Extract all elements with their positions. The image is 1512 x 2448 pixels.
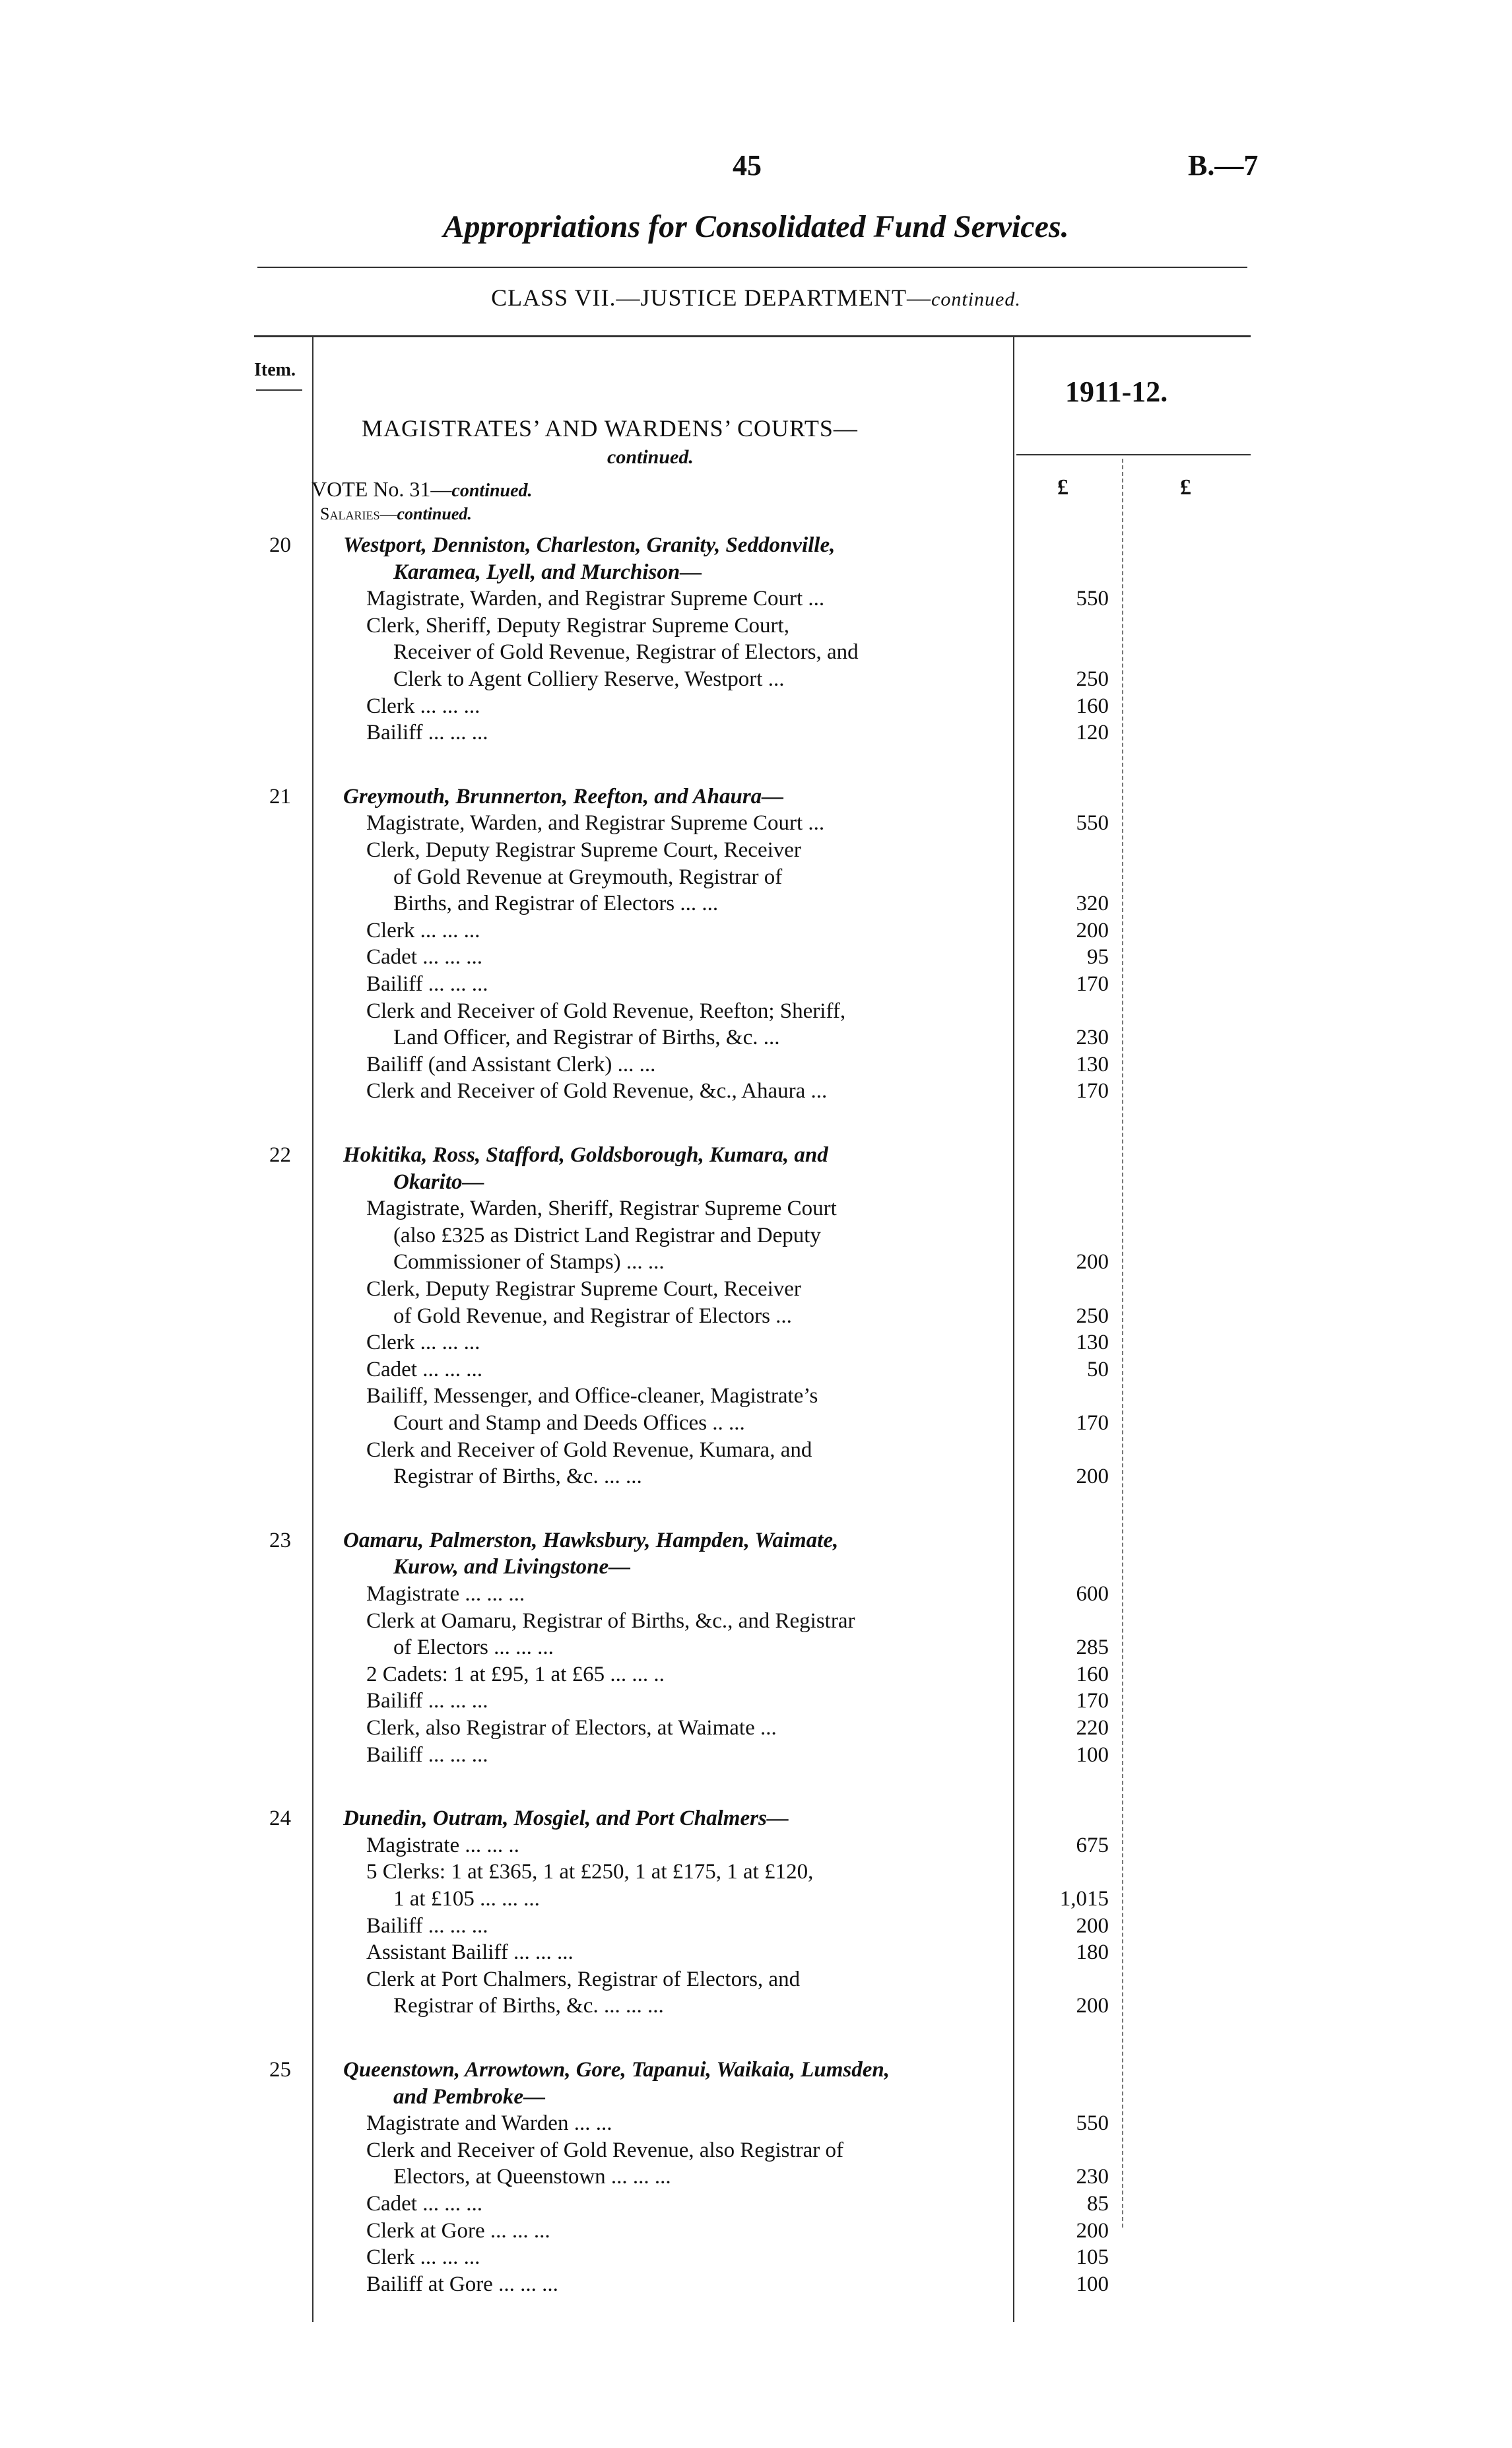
appropriation-line: 1 at £105 ... ... ... xyxy=(393,1887,540,1911)
appropriation-line: Court and Stamp and Deeds Offices .. ... xyxy=(393,1411,745,1435)
appropriation-line: Magistrate, Warden, Sheriff, Registrar Supreme Court xyxy=(366,1197,837,1221)
court-group-heading: Greymouth, Brunnerton, Reefton, and Ahaura— xyxy=(343,784,784,809)
court-group-heading: Okarito— xyxy=(393,1170,484,1194)
appropriation-line: Registrar of Births, &c. ... ... ... xyxy=(393,1994,664,2018)
section-heading: MAGISTRATES’ AND WARDENS’ COURTS— xyxy=(362,415,858,442)
amount-value: 100 xyxy=(1076,1742,1109,1767)
page-title: Appropriations for Consolidated Fund Services. xyxy=(443,209,1069,244)
amount-value: 230 xyxy=(1076,2165,1109,2189)
pound-sign-left: £ xyxy=(1057,475,1068,500)
appropriation-line: Clerk at Gore ... ... ... xyxy=(366,2218,550,2243)
appropriation-line: Cadet ... ... ... xyxy=(366,2192,482,2216)
appropriation-line: Cadet ... ... ... xyxy=(366,945,482,970)
amount-value: 130 xyxy=(1076,1052,1109,1076)
appropriation-line: Magistrate ... ... ... xyxy=(366,1582,525,1606)
appropriation-line: Clerk, Deputy Registrar Supreme Court, Receiver xyxy=(366,1277,801,1301)
amount-value: 200 xyxy=(1076,1465,1109,1489)
amount-value: 160 xyxy=(1076,1662,1109,1686)
vote-continued: continued. xyxy=(451,480,533,501)
appropriation-line: Magistrate, Warden, and Registrar Supreme Court ... xyxy=(366,587,825,611)
amount-value: 105 xyxy=(1076,2245,1109,2270)
item-column-divider xyxy=(312,335,313,2322)
amount-value: 130 xyxy=(1076,1331,1109,1355)
appropriation-line: Clerk, Sheriff, Deputy Registrar Supreme Court, xyxy=(366,613,789,638)
year-header-rule xyxy=(1016,454,1251,455)
appropriation-line: Clerk and Receiver of Gold Revenue, Reefton; Sheriff, xyxy=(366,999,846,1023)
vote-label: VOTE No. 31— xyxy=(312,477,452,501)
amount-value: 95 xyxy=(1087,945,1109,970)
amount-value: 200 xyxy=(1076,2218,1109,2243)
appropriation-line: Magistrate, Warden, and Registrar Supreme Court ... xyxy=(366,811,825,836)
amount-value: 100 xyxy=(1076,2272,1109,2296)
year-column-header: 1911-12. xyxy=(1065,376,1168,408)
court-group-heading: Queenstown, Arrowtown, Gore, Tapanui, Waikaia, Lumsden, xyxy=(343,2058,890,2082)
appropriation-line: Magistrate ... ... .. xyxy=(366,1833,519,1857)
appropriation-line: Clerk ... ... ... xyxy=(366,918,480,943)
appropriation-line: Clerk to Agent Colliery Reserve, Westport ... xyxy=(393,667,785,691)
appropriation-line: Bailiff ... ... ... xyxy=(366,1742,488,1767)
appropriation-line: Land Officer, and Registrar of Births, &c. ... xyxy=(393,1026,780,1050)
court-group-heading: Karamea, Lyell, and Murchison— xyxy=(393,560,702,584)
item-number: 20 xyxy=(269,533,291,557)
amount-value: 320 xyxy=(1076,892,1109,916)
appropriation-line: (also £325 as District Land Registrar and Deputy xyxy=(393,1223,821,1247)
salaries-label: Salaries— xyxy=(320,504,397,523)
appropriation-line: Bailiff (and Assistant Clerk) ... ... xyxy=(366,1052,656,1076)
amount-value: 120 xyxy=(1076,721,1109,745)
appropriation-line: Clerk and Receiver of Gold Revenue, also Registrar of xyxy=(366,2138,844,2162)
amount-value: 200 xyxy=(1076,1250,1109,1274)
amount-value: 550 xyxy=(1076,2111,1109,2136)
appropriation-line: Commissioner of Stamps) ... ... xyxy=(393,1250,665,1274)
appropriation-line: Clerk, Deputy Registrar Supreme Court, Receiver xyxy=(366,838,801,862)
amount-value: 550 xyxy=(1076,811,1109,836)
court-group-heading: Westport, Denniston, Charleston, Granity, Seddonville, xyxy=(343,533,836,557)
appropriation-line: Clerk at Oamaru, Registrar of Births, &c., and Registrar xyxy=(366,1608,855,1633)
amount-value: 250 xyxy=(1076,667,1109,691)
section-heading-continued: continued. xyxy=(607,446,694,468)
salaries-continued: continued. xyxy=(397,504,472,523)
vote-heading xyxy=(312,477,533,502)
appropriation-line: Electors, at Queenstown ... ... ... xyxy=(393,2165,671,2189)
item-number: 25 xyxy=(269,2058,291,2082)
appropriation-line: of Electors ... ... ... xyxy=(393,1636,554,1660)
court-group-heading: and Pembroke— xyxy=(393,2084,546,2109)
item-number: 23 xyxy=(269,1528,291,1552)
amount-value: 285 xyxy=(1076,1636,1109,1660)
item-number: 22 xyxy=(269,1143,291,1167)
court-group-heading: Hokitika, Ross, Stafford, Goldsborough, Kumara, and xyxy=(343,1143,828,1167)
appropriation-line: Clerk, also Registrar of Electors, at Waimate ... xyxy=(366,1716,777,1740)
appropriation-line: Cadet ... ... ... xyxy=(366,1357,482,1381)
appropriation-line: Bailiff ... ... ... xyxy=(366,1689,488,1713)
class-heading xyxy=(0,284,1512,312)
amount-value: 170 xyxy=(1076,972,1109,996)
appropriation-line: Assistant Bailiff ... ... ... xyxy=(366,1940,574,1965)
item-number: 21 xyxy=(269,784,291,809)
item-number: 24 xyxy=(269,1806,291,1831)
amount-value: 170 xyxy=(1076,1079,1109,1104)
amount-value: 200 xyxy=(1076,1994,1109,2018)
appropriation-line: Bailiff ... ... ... xyxy=(366,721,488,745)
court-group-heading: Kurow, and Livingstone— xyxy=(393,1555,631,1579)
court-group-heading: Oamaru, Palmerston, Hawksbury, Hampden, Waimate, xyxy=(343,1528,839,1552)
class-heading-continued: continued. xyxy=(931,288,1021,310)
appropriation-line: Bailiff ... ... ... xyxy=(366,1913,488,1938)
amount-value: 50 xyxy=(1087,1357,1109,1381)
appropriation-line: Bailiff, Messenger, and Office-cleaner, Magistrate’s xyxy=(366,1384,818,1408)
title-rule xyxy=(257,267,1247,268)
amount-value: 250 xyxy=(1076,1304,1109,1328)
appropriation-line: 5 Clerks: 1 at £365, 1 at £250, 1 at £175, 1 at £120, xyxy=(366,1860,814,1884)
appropriation-line: Clerk ... ... ... xyxy=(366,694,480,718)
appropriation-line: Clerk ... ... ... xyxy=(366,1331,480,1355)
class-heading-main: CLASS VII.—JUSTICE DEPARTMENT— xyxy=(491,284,932,311)
item-column-header: Item. xyxy=(254,360,296,380)
amount-value: 160 xyxy=(1076,694,1109,718)
amount-value: 220 xyxy=(1076,1716,1109,1740)
amount-value: 200 xyxy=(1076,1913,1109,1938)
pound-sign-right: £ xyxy=(1180,475,1191,500)
amount-value: 1,015 xyxy=(1059,1887,1109,1911)
appropriation-line: Clerk at Port Chalmers, Registrar of Electors, and xyxy=(366,1967,801,1991)
amount-value: 170 xyxy=(1076,1411,1109,1435)
appropriation-line: Receiver of Gold Revenue, Registrar of Electors, and xyxy=(393,640,859,665)
amount-value: 85 xyxy=(1087,2192,1109,2216)
appropriation-line: Registrar of Births, &c. ... ... xyxy=(393,1465,642,1489)
appropriation-line: Births, and Registrar of Electors ... ... xyxy=(393,892,719,916)
appropriation-line: of Gold Revenue at Greymouth, Registrar of xyxy=(393,865,783,889)
item-header-rule xyxy=(256,389,302,391)
amount-value: 675 xyxy=(1076,1833,1109,1857)
page-number: 45 xyxy=(733,149,762,182)
amount-value: 200 xyxy=(1076,918,1109,943)
appropriation-line: Bailiff at Gore ... ... ... xyxy=(366,2272,558,2296)
inner-amount-divider xyxy=(1122,459,1123,2228)
appropriation-line: 2 Cadets: 1 at £95, 1 at £65 ... ... .. xyxy=(366,1662,665,1686)
appropriation-line: Clerk and Receiver of Gold Revenue, Kumara, and xyxy=(366,1438,812,1462)
amount-value: 550 xyxy=(1076,587,1109,611)
appropriation-line: Magistrate and Warden ... ... xyxy=(366,2111,612,2136)
appropriation-line: Clerk and Receiver of Gold Revenue, &c., Ahaura ... xyxy=(366,1079,828,1104)
table-top-rule xyxy=(254,335,1251,337)
salaries-heading xyxy=(320,504,472,524)
amount-value: 230 xyxy=(1076,1026,1109,1050)
amount-value: 170 xyxy=(1076,1689,1109,1713)
appropriation-line: of Gold Revenue, and Registrar of Electors ... xyxy=(393,1304,792,1328)
amount-value: 600 xyxy=(1076,1582,1109,1606)
appropriation-line: Bailiff ... ... ... xyxy=(366,972,488,996)
document-reference: B.—7 xyxy=(1188,149,1259,182)
court-group-heading: Dunedin, Outram, Mosgiel, and Port Chalmers— xyxy=(343,1806,789,1831)
amount-value: 180 xyxy=(1076,1940,1109,1965)
appropriation-line: Clerk ... ... ... xyxy=(366,2245,480,2270)
